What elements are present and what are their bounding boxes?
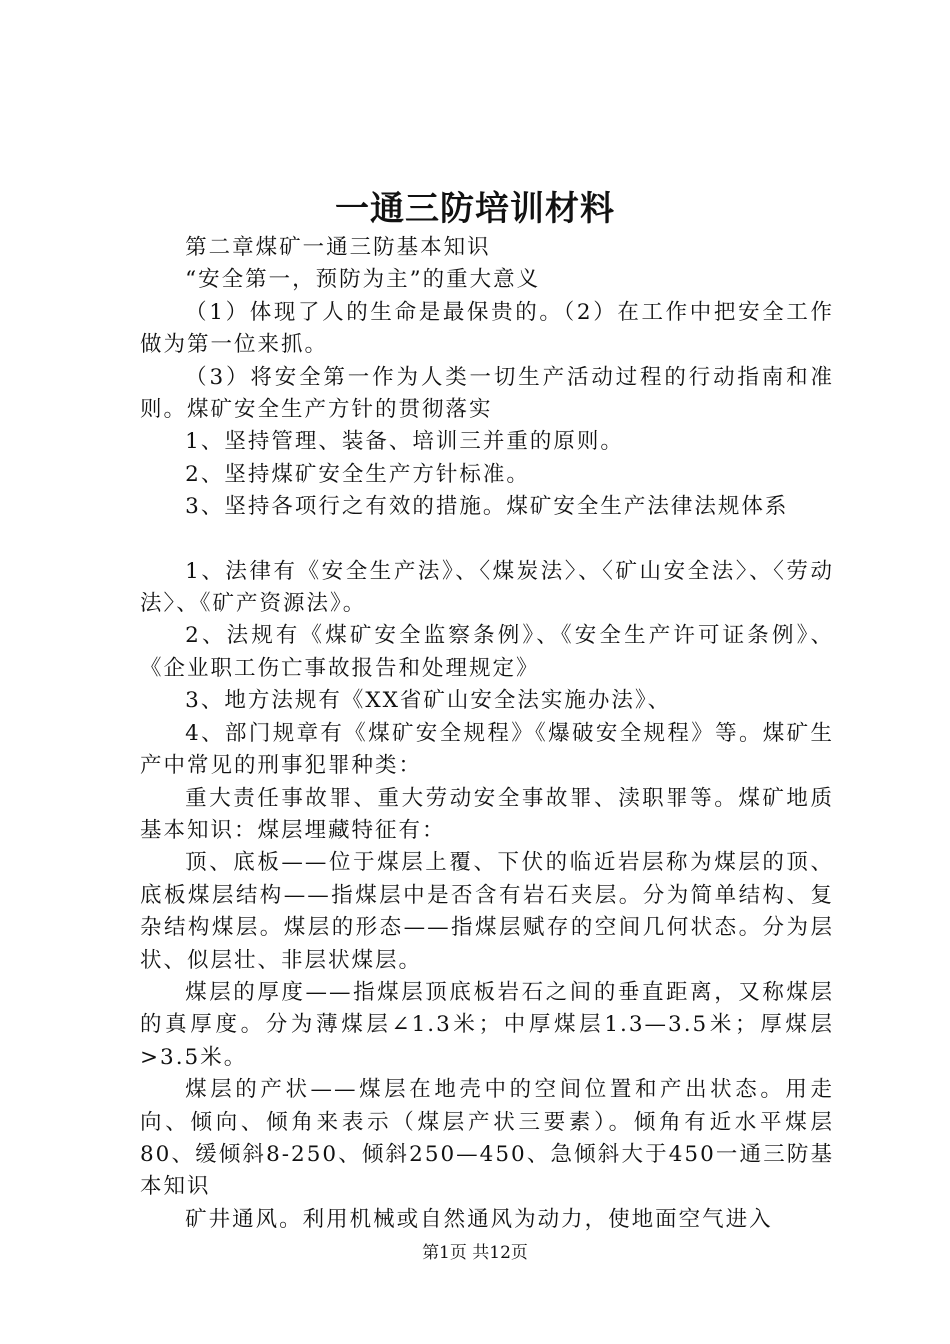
paragraph: 矿井通风。利用机械或自然通风为动力，使地面空气进入 <box>185 1206 773 1232</box>
paragraph: 3、坚持各项行之有效的措施。煤矿安全生产法律法规体系 <box>185 494 789 520</box>
paragraph: （3）将安全第一作为人类一切生产活动过程的行动指南和准则。煤矿安全生产方针的贯彻落实 <box>140 364 834 423</box>
paragraph: 煤层的厚度——指煤层顶底板岩石之间的垂直距离，又称煤层的真厚度。分为薄煤层∠1.3米；中厚煤层1.3—3.5米；厚煤层>3.5米。 <box>140 979 834 1070</box>
paragraph: 3、地方法规有《XX省矿山安全法实施办法》、 <box>185 688 672 714</box>
paragraph: （1）体现了人的生命是最保贵的。（2）在工作中把安全工作做为第一位来抓。 <box>140 299 834 358</box>
paragraph: 1、坚持管理、装备、培训三并重的原则。 <box>185 429 624 455</box>
document-title: 一通三防培训材料 <box>335 189 615 229</box>
paragraph: 第二章煤矿一通三防基本知识 <box>185 235 491 260</box>
paragraph: “安全第一，预防为主”的重大意义 <box>185 267 541 293</box>
document-body <box>140 232 834 1236</box>
paragraph: 重大责任事故罪、重大劳动安全事故罪、渎职罪等。煤矿地质基本知识：煤层埋藏特征有： <box>140 785 834 843</box>
paragraph: 1、法律有《安全生产法》、〈煤炭法〉、〈矿山安全法〉、〈劳动法〉、《矿产资源法》。 <box>140 558 834 617</box>
paragraph: 顶、底板——位于煤层上覆、下伏的临近岩层称为煤层的顶、底板煤层结构——指煤层中是否含有岩石夹层。分为简单结构、复杂结构煤层。煤层的形态——指煤层赋存的空间几何状态。分为层状、似层壮、非层状煤层。 <box>140 850 834 973</box>
paragraph: 2、坚持煤矿安全生产方针标准。 <box>185 461 530 487</box>
paragraph: 4、部门规章有《煤矿安全规程》《爆破安全规程》等。煤矿生产中常见的刑事犯罪种类： <box>140 720 834 779</box>
paragraph: 煤层的产状——煤层在地壳中的空间位置和产出状态。用走向、倾向、倾角来表示（煤层产状三要素）。倾角有近水平煤层80、缓倾斜8-250、倾斜250—450、急倾斜大于450一通三防基本知识 <box>140 1077 834 1200</box>
paragraph: 2、法规有《煤矿安全监察条例》、《安全生产许可证条例》、《企业职工伤亡事故报告和处理规定》 <box>140 623 834 681</box>
page-footer: 第1页 共12页 <box>422 1243 528 1263</box>
